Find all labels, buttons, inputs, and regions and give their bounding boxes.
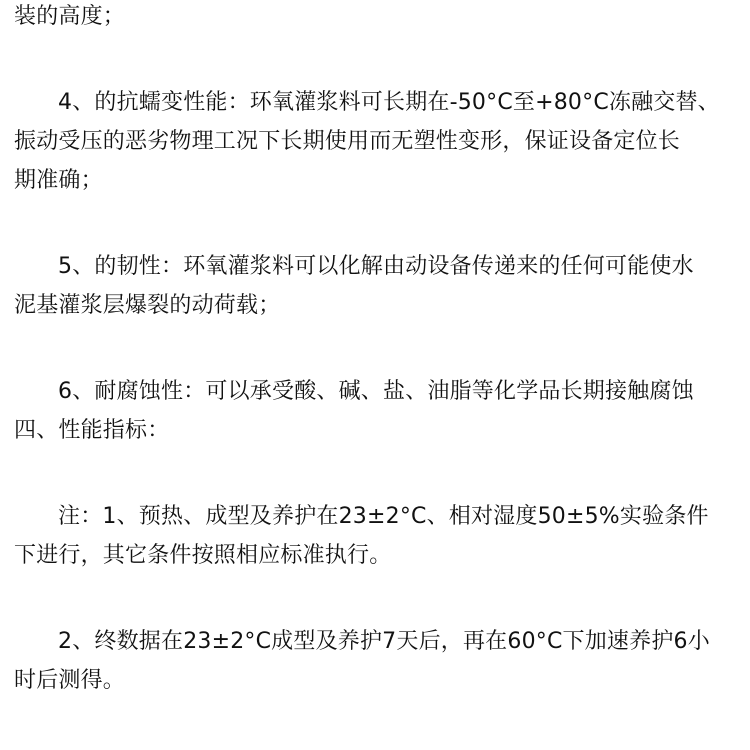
text-line-11: 2、终数据在23±2°C成型及养护7天后，再在60°C下加速养护6小: [58, 629, 710, 654]
text-line-1: 装的高度；: [14, 4, 126, 29]
text-line-9: 注：1、预热、成型及养护在23±2°C、相对湿度50±5%实验条件: [58, 504, 709, 529]
text-line-8: 四、性能指标：: [14, 418, 170, 443]
text-line-2: 4、的抗蠕变性能：环氧灌浆料可长期在-50°C至+80°C冻融交替、: [58, 90, 720, 115]
text-line-7: 6、耐腐蚀性：可以承受酸、碱、盐、油脂等化学品长期接触腐蚀: [58, 379, 694, 404]
text-line-5: 5、的韧性：环氧灌浆料可以化解由动设备传递来的任何可能使水: [58, 254, 694, 279]
text-line-3: 振动受压的恶劣物理工况下长期使用而无塑性变形，保证设备定位长: [14, 129, 681, 154]
text-line-6: 泥基灌浆层爆裂的动荷载；: [14, 293, 281, 318]
text-line-12: 时后测得。: [14, 668, 126, 693]
text-line-10: 下进行，其它条件按照相应标准执行。: [14, 543, 392, 568]
text-line-4: 期准确；: [14, 168, 103, 193]
